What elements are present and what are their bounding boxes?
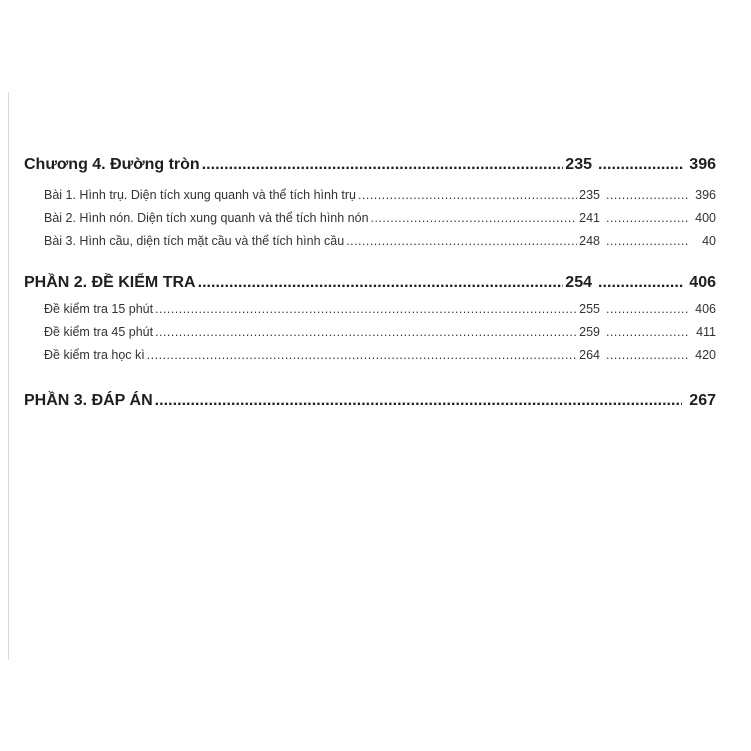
chapter-4-page-a: 235	[565, 156, 592, 173]
toc-entry-chapter-4	[24, 156, 716, 174]
part-3-page: 267	[689, 392, 716, 409]
lesson-2-title: Bài 2. Hình nón. Diện tích xung quanh và thể tích hình nón	[44, 211, 369, 225]
toc-entry-part-2	[24, 274, 716, 292]
toc-entry-part-3	[24, 392, 716, 410]
part-3-title: PHẦN 3. ĐÁP ÁN	[24, 392, 153, 409]
dot-leader	[606, 302, 688, 316]
toc-entry-lesson-3	[44, 234, 716, 248]
test-15-page-b: 406	[695, 302, 716, 316]
lesson-1-title: Bài 1. Hình trụ. Diện tích xung quanh và thể tích hình trụ	[44, 188, 356, 202]
lesson-3-page-a: 248	[579, 234, 600, 248]
toc-entry-lesson-1	[44, 188, 716, 202]
test-45-page-a: 259	[579, 325, 600, 339]
page-left-edge	[8, 92, 9, 660]
dot-leader	[606, 325, 688, 339]
part-2-page-b: 406	[689, 274, 716, 291]
dot-leader	[606, 348, 688, 362]
lesson-3-title: Bài 3. Hình cầu, diện tích mặt cầu và thể tích hình cầu	[44, 234, 345, 248]
part-2-title: PHẦN 2. ĐỀ KIỂM TRA	[24, 274, 196, 291]
dot-leader	[155, 302, 577, 316]
dot-leader	[371, 211, 578, 225]
dot-leader	[606, 234, 688, 248]
test-semester-page-b: 420	[695, 348, 716, 362]
lesson-1-page-a: 235	[579, 188, 600, 202]
dot-leader	[155, 325, 577, 339]
dot-leader	[198, 274, 564, 292]
dot-leader	[598, 274, 684, 292]
dot-leader	[358, 188, 577, 202]
dot-leader	[606, 188, 688, 202]
test-15-title: Đề kiểm tra 15 phút	[44, 302, 154, 316]
test-45-title: Đề kiểm tra 45 phút	[44, 325, 154, 339]
test-15-page-a: 255	[579, 302, 600, 316]
test-45-page-b: 411	[696, 325, 716, 339]
dot-leader	[202, 156, 564, 174]
test-semester-title: Đề kiểm tra học kì	[44, 348, 145, 362]
toc-entry-test-15	[44, 302, 716, 316]
test-semester-page-a: 264	[579, 348, 600, 362]
dot-leader	[598, 156, 684, 174]
toc-entry-lesson-2	[44, 211, 716, 225]
dot-leader	[606, 211, 688, 225]
chapter-4-page-b: 396	[689, 156, 716, 173]
dot-leader	[147, 348, 577, 362]
dot-leader	[155, 392, 682, 410]
chapter-4-title: Chương 4. Đường tròn	[24, 156, 200, 173]
lesson-2-page-b: 400	[695, 211, 716, 225]
dot-leader	[346, 234, 577, 248]
lesson-3-page-b: 40	[702, 234, 716, 248]
toc-entry-test-45	[44, 325, 716, 339]
part-2-page-a: 254	[565, 274, 592, 291]
toc-entry-test-semester	[44, 348, 716, 362]
lesson-2-page-a: 241	[579, 211, 600, 225]
lesson-1-page-b: 396	[695, 188, 716, 202]
